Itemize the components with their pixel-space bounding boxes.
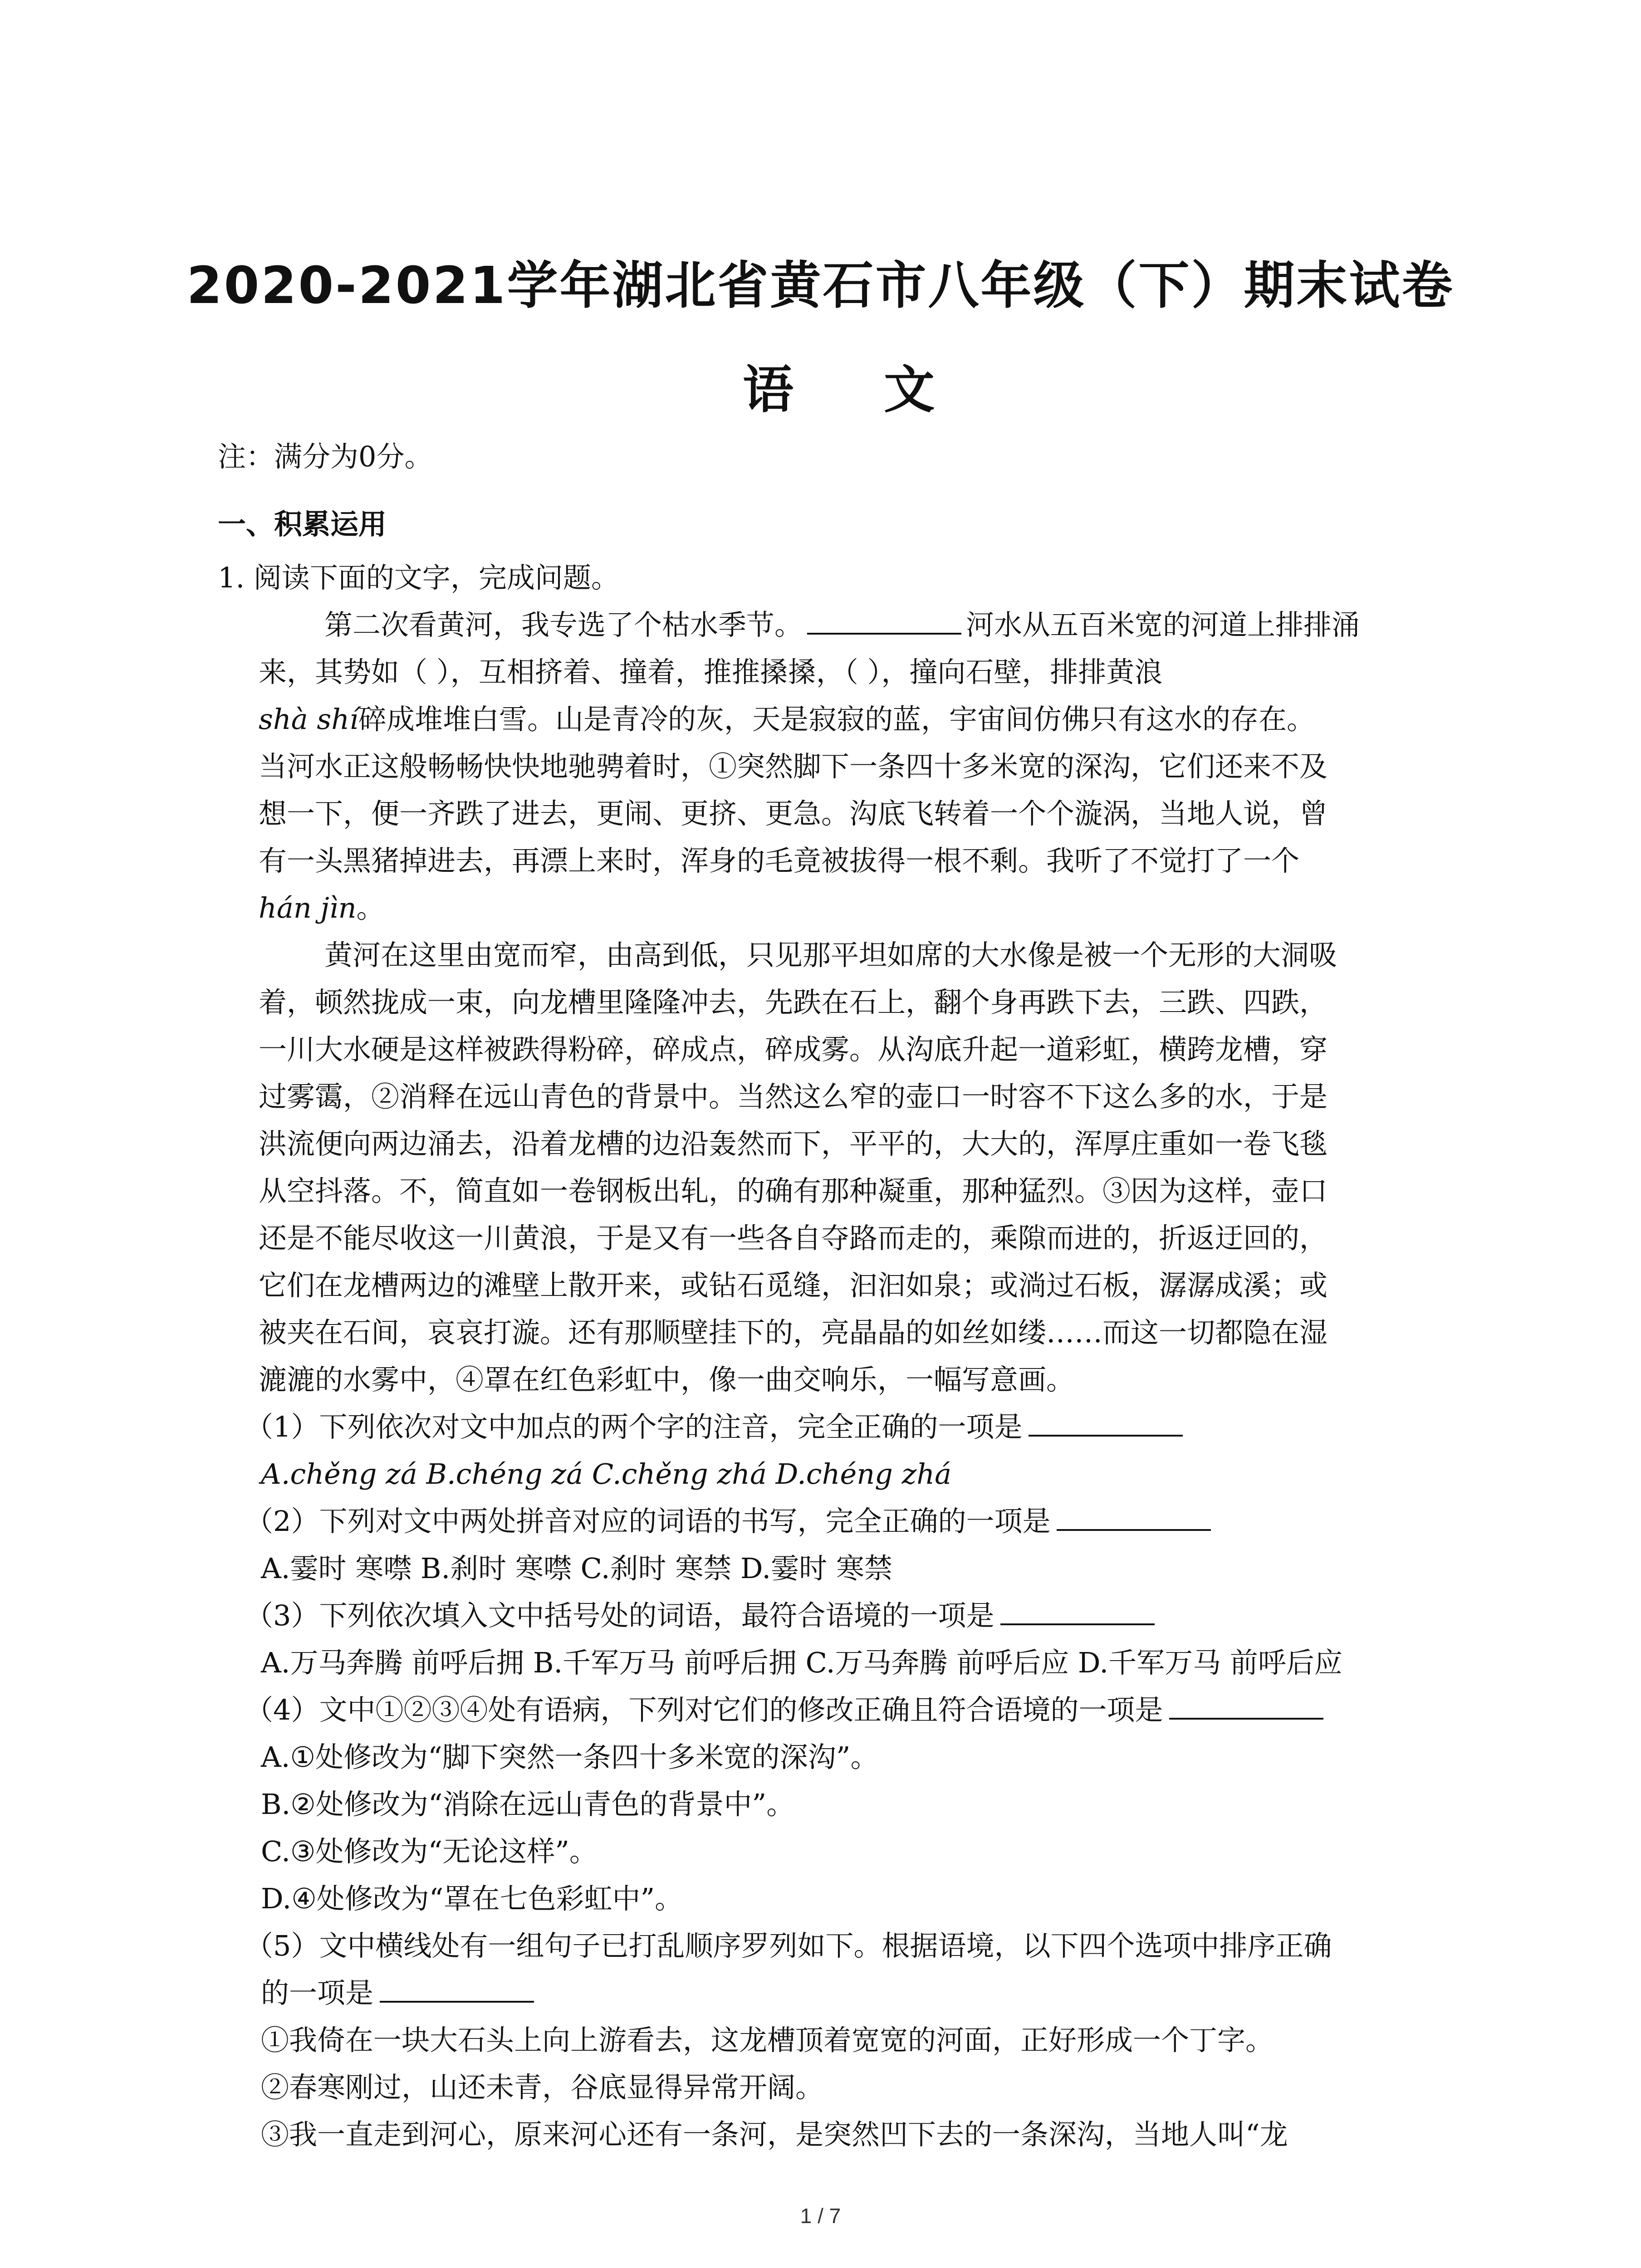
- answer-blank[interactable]: [1000, 1595, 1155, 1625]
- answer-blank[interactable]: [380, 1973, 534, 2003]
- passage-line: 被夹在石间，哀哀打漩。还有那顺壁挂下的，亮晶晶的如丝如缕……而这一切都隐在湿: [259, 1316, 1328, 1349]
- sub-question-text: （3）下列依次填入文中括号处的词语，最符合语境的一项是: [245, 1599, 994, 1632]
- sentence-1: ①我倚在一块大石头上向上游看去，这龙槽顶着宽宽的河面，正好形成一个丁字。: [261, 2024, 1274, 2057]
- subject-title: 语 文: [743, 361, 971, 420]
- passage-line: [218, 696, 1443, 743]
- passage-line: 着，顿然拢成一束，向龙槽里隆隆冲去，先跌在石上，翻个身再跌下去，三跌、四跌，: [259, 986, 1328, 1019]
- sub-question-3: [218, 1592, 1443, 1639]
- question-1: [218, 554, 1443, 2158]
- passage-line: 有一头黑猪掉进去，再漂上来时，浑身的毛竟被拔得一根不剩。我听了不觉打了一个: [259, 844, 1300, 877]
- sub-question-text: 的一项是: [261, 1976, 374, 2009]
- passage-line: 当河水正这般畅畅快快地驰骋着时，①突然脚下一条四十多米宽的深沟，它们还来不及: [259, 750, 1328, 783]
- passage-line: 从空抖落。不，简直如一卷钢板出轧，的确有那种凝重，那种猛烈。③因为这样，壶口: [259, 1174, 1328, 1207]
- passage-line: 想一下，便一齐跌了进去，更闹、更挤、更急。沟底飞转着一个个漩涡，当地人说，曾: [259, 797, 1328, 830]
- option-d: D.④处修改为“罩在七色彩虹中”。: [261, 1882, 683, 1915]
- score-note: 注：满分为0分。: [218, 440, 433, 473]
- passage-line: 一川大水硬是这样被跌得粉碎，碎成点，碎成雾。从沟底升起一道彩虹，横跨龙槽，穿: [259, 1033, 1328, 1066]
- passage-line: 它们在龙槽两边的滩壁上散开来，或钻石觅缝，汩汩如泉；或淌过石板，潺潺成溪；或: [259, 1269, 1328, 1302]
- section-heading: 一、积累运用: [218, 508, 387, 541]
- pinyin-text: hán jìn: [259, 891, 357, 924]
- answer-blank[interactable]: [1169, 1690, 1323, 1720]
- passage-text: 第二次看黄河，我专选了个枯水季节。: [324, 608, 803, 641]
- question-stem: 1. 阅读下面的文字，完成问题。: [218, 561, 619, 594]
- sentence-2: ②春寒刚过，山还未青，谷底显得异常开阔。: [261, 2071, 824, 2104]
- passage-text: 。: [356, 891, 385, 924]
- passage-line: 黄河在这里由宽而窄，由高到低，只见那平坦如席的大水像是被一个无形的大洞吸: [324, 938, 1337, 972]
- passage-text: 碎成堆堆白雪。山是青冷的灰，天是寂寂的蓝，宇宙间仿佛只有这水的存在。: [358, 703, 1315, 736]
- sub-question-4: [218, 1686, 1443, 1734]
- sub-question-2: [218, 1498, 1443, 1545]
- sub-question-1: [218, 1403, 1443, 1451]
- sub-question-5: （5）文中横线处有一组句子已打乱顺序罗列如下。根据语境，以下四个选项中排序正确: [245, 1929, 1332, 1962]
- sub-question-3-options: A.万马奔腾 前呼后拥 B.千军万马 前呼后拥 C.万马奔腾 前呼后应 D.千军万马 前呼后应: [261, 1646, 1342, 1679]
- answer-blank[interactable]: [1057, 1501, 1211, 1531]
- passage-line: 漉漉的水雾中，④罩在红色彩虹中，像一曲交响乐，一幅写意画。: [259, 1363, 1075, 1396]
- passage-line: [218, 601, 1443, 649]
- option-b: B.②处修改为“消除在远山青色的背景中”。: [261, 1788, 795, 1821]
- sub-question-2-options: A.霎时 寒噤 B.刹时 寒噤 C.刹时 寒禁 D.霎时 寒禁: [261, 1552, 892, 1585]
- sub-question-text: （2）下列对文中两处拼音对应的词语的书写，完全正确的一项是: [245, 1505, 1051, 1538]
- option-a: A.①处修改为“脚下突然一条四十多米宽的深沟”。: [261, 1740, 879, 1774]
- exam-title: 2020-2021学年湖北省黄石市八年级（下）期末试卷: [186, 256, 1455, 315]
- section-heading-block: [218, 501, 1443, 548]
- sub-question-text: （4）文中①②③④处有语病，下列对它们的修改正确且符合语境的一项是: [245, 1693, 1163, 1726]
- passage-line: 过雾霭，②消释在远山青色的背景中。当然这么窄的壶口一时容不下这么多的水，于是: [259, 1080, 1328, 1113]
- page-number: 1 / 7: [800, 2204, 841, 2228]
- pinyin-text: shà shí: [259, 703, 358, 736]
- sub-question-5-continued: [218, 1970, 1443, 2017]
- passage-line: 还是不能尽收这一川黄浪，于是又有一些各自夺路而走的，乘隙而进的，折返迂回的，: [259, 1222, 1328, 1255]
- passage-text: 河水从五百米宽的河道上排排涌: [966, 608, 1360, 641]
- answer-blank[interactable]: [807, 605, 961, 635]
- note-block: [218, 433, 1443, 480]
- answer-blank[interactable]: [1029, 1407, 1183, 1437]
- option-c: C.③处修改为“无论这样”。: [261, 1835, 598, 1868]
- passage-line: 来，其势如（ ），互相挤着、撞着，推推搡搡，（ ），撞向石壁，排排黄浪: [259, 655, 1163, 689]
- passage-line: 洪流便向两边涌去，沿着龙槽的边沿轰然而下，平平的，大大的，浑厚庄重如一卷飞毯: [259, 1127, 1328, 1160]
- passage-line: [218, 885, 1443, 932]
- sub-question-text: （1）下列依次对文中加点的两个字的注音，完全正确的一项是: [245, 1410, 1023, 1443]
- sub-question-1-options: A.chěng zá B.chéng zá C.chěng zhá D.chéng zhá: [261, 1457, 952, 1491]
- sentence-3: ③我一直走到河心，原来河心还有一条河，是突然凹下去的一条深沟，当地人叫“龙: [261, 2118, 1288, 2151]
